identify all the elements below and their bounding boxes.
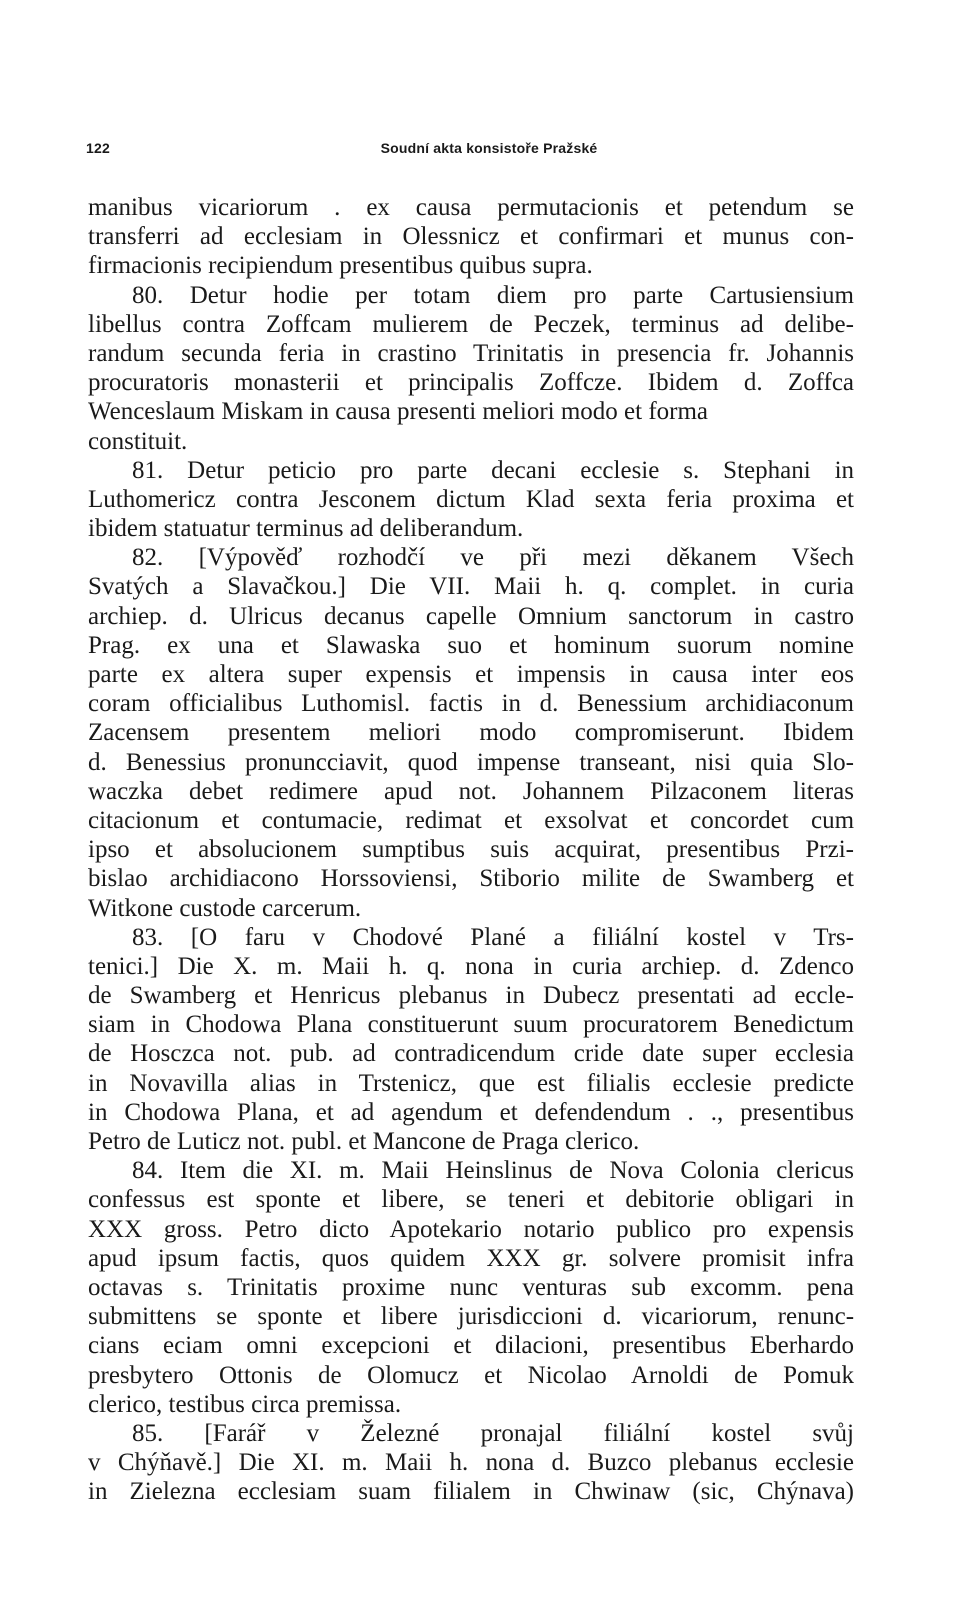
text-line: bislao archidiacono Horssoviensi, Stiborio milite de Swamberg et	[88, 865, 854, 893]
text-line: Svatých a Slavačkou.] Die VII. Maii h. q. complet. in curia	[88, 573, 854, 601]
text-line: manibus vicariorum . ex causa permutacionis et petendum se	[88, 194, 854, 221]
text-line: Luthomericz contra Jesconem dictum Klad sexta feria proxima et	[88, 485, 854, 513]
text-line: in Novavilla alias in Trstenicz, que est filialis ecclesie predicte	[88, 1069, 855, 1097]
text-line: waczka debet redimere apud not. Johannem Pilzaconem literas	[88, 777, 854, 805]
text-line: apud ipsum factis, quos quidem XXX gr. solvere promisit infra	[88, 1244, 854, 1272]
text-line: 83. [O faru v Chodové Plané a filiální kostel v Trs-	[132, 923, 854, 951]
text-line: de Swamberg et Henricus plebanus in Dubecz presentati ad eccle-	[88, 982, 854, 1010]
body-text	[88, 193, 854, 1506]
text-line: randum secunda feria in crastino Trinitatis in presencia fr. Johannis	[88, 339, 854, 367]
text-line: submittens se sponte et libere jurisdiccioni d. vicariorum, renunc-	[88, 1303, 855, 1331]
text-line: archiep. d. Ulricus decanus capelle Omnium sanctorum in castro	[88, 602, 855, 630]
text-line: procuratoris monasterii et principalis Zoffcze. Ibidem d. Zoffca	[88, 369, 855, 397]
text-line: citacionum et contumacie, redimat et exsolvat et concordet cum	[88, 806, 855, 834]
text-line: firmacionis recipiendum presentibus quibus supra.	[88, 252, 593, 280]
text-line: libellus contra Zoffcam mulierem de Peczek, terminus ad delibe-	[88, 310, 854, 338]
text-line: v Chýňavě.] Die XI. m. Maii h. nona d. Buzco plebanus ecclesie	[88, 1449, 855, 1477]
text-line: XXX gross. Petro dicto Apotekario notario publico pro expensis	[88, 1215, 855, 1243]
text-line: cians eciam omni excepcioni et dilacioni, presentibus Eberhardo	[88, 1332, 855, 1360]
text-line: 84. Item die XI. m. Maii Heinslinus de Nova Colonia clericus	[132, 1157, 854, 1185]
text-line: Witkone custode carcerum.	[88, 894, 362, 922]
page-number: 122	[86, 140, 110, 156]
text-line: ipso et absolucionem sumptibus suis acquirat, presentibus Przi-	[88, 836, 854, 864]
text-line: clerico, testibus circa premissa.	[88, 1390, 402, 1418]
text-line: d. Benessius pronuncciavit, quod impense transeant, nisi quia Slo-	[88, 748, 854, 776]
text-line: 85. [Farář v Železné pronajal filiální kostel svůj	[132, 1419, 854, 1447]
text-line: Petro de Luticz not. publ. et Mancone de Praga clerico.	[88, 1128, 640, 1155]
text-line: octavas s. Trinitatis proxime nunc venturas sub excomm. pena	[88, 1273, 854, 1301]
text-line: Zacensem presentem meliori modo compromiserunt. Ibidem	[88, 719, 854, 747]
text-line: parte ex altera super expensis et impensis in causa inter eos	[88, 661, 854, 688]
text-line: Prag. ex una et Slawaska suo et hominum suorum nomine	[88, 631, 855, 659]
text-line: in Zielezna ecclesiam suam filialem in Chwinaw (sic, Chýnava)	[88, 1478, 855, 1506]
text-line: siam in Chodowa Plana constituerunt suum procuratorem Benedictum	[88, 1011, 854, 1039]
text-line: 80. Detur hodie per totam diem pro parte Cartusiensium	[132, 281, 854, 309]
text-line: de Hosczca not. pub. ad contradicendum cride date super ecclesia	[88, 1040, 855, 1068]
text-line: constituit.	[88, 427, 188, 455]
text-line: 81. Detur peticio pro parte decani ecclesie s. Stephani in	[132, 456, 855, 484]
text-line: 82. [Výpověď rozhodčí ve při mezi děkanem Všech	[132, 544, 855, 572]
text-line: in Chodowa Plana, et ad agendum et defendendum . ., presentibus	[88, 1098, 854, 1126]
text-line: coram officialibus Luthomisl. factis in d. Benessium archidiaconum	[88, 690, 854, 718]
running-title: Soudní akta konsistoře Pražské	[380, 140, 598, 156]
text-line: tenici.] Die X. m. Maii h. q. nona in curia archiep. d. Zdenco	[88, 952, 854, 980]
text-line: confessus est sponte et libere, se teneri et debitorie obligari in	[88, 1186, 854, 1214]
text-line: transferri ad ecclesiam in Olessnicz et confirmari et munus con-	[88, 223, 854, 251]
text-line: Wenceslaum Miskam in causa presenti meliori modo et forma	[88, 398, 709, 426]
running-header	[86, 140, 852, 162]
text-line: presbytero Ottonis de Olomucz et Nicolao Arnoldi de Pomuk	[88, 1361, 854, 1389]
text-line: ibidem statuatur terminus ad deliberandum.	[88, 515, 524, 543]
